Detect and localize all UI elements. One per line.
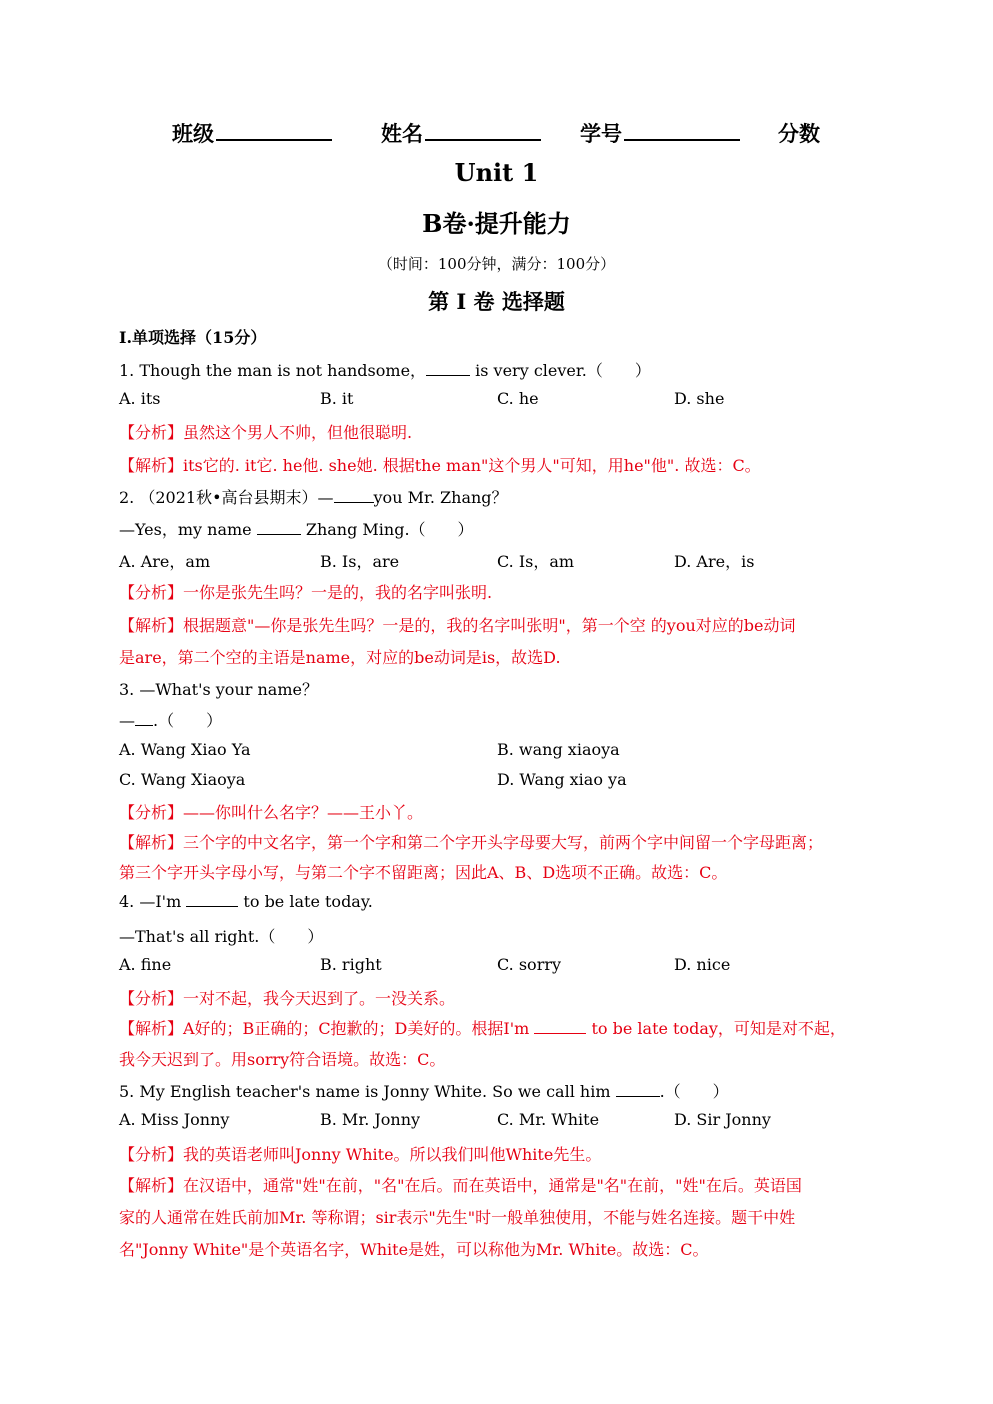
number-blank — [624, 119, 740, 141]
score-field — [778, 118, 820, 148]
option-b: B. wang xiaoya — [497, 740, 620, 759]
question-3-stem2-text-2: .（ ） — [153, 711, 223, 730]
section-title: 第 I 卷 选择题 — [428, 289, 565, 314]
option-d: D. Sir Jonny — [674, 1110, 771, 1129]
question-5-analysis: 【分析】我的英语老师叫Jonny White。所以我们叫他White先生。 — [119, 1145, 602, 1164]
question-4-stem — [119, 892, 373, 911]
option-a: A. Miss Jonny — [119, 1110, 230, 1129]
class-label: 班级 — [172, 121, 214, 146]
answer-blank — [534, 1019, 586, 1034]
number-label: 学号 — [580, 121, 622, 146]
option-d: D. she — [674, 389, 725, 408]
question-5-stem-text: 5. My English teacher's name is Jonny White. So we call him — [119, 1082, 616, 1101]
question-3-explanation-1: 【解析】三个字的中文名字，第一个字和第二个字开头字母要大写，前两个字中间留一个字母距离； — [119, 833, 824, 852]
option-c: C. Mr. White — [497, 1110, 600, 1129]
option-b: B. Is，are — [320, 552, 400, 571]
question-2-stem2-text-2: Zhang Ming.（ ） — [300, 520, 474, 539]
question-1-analysis: 【分析】虽然这个男人不帅，但他很聪明. — [119, 423, 413, 442]
question-2-stem-text-2: you Mr. Zhang？ — [373, 488, 508, 507]
question-2-explanation-2: 是are，第二个空的主语是name，对应的be动词是is，故选D. — [119, 648, 561, 667]
score-label: 分数 — [778, 121, 820, 146]
question-1-explanation: 【解析】its它的. it它. he他. she她. 根据the man"这个男人"可知，用he"他". 故选：C。 — [119, 456, 761, 475]
question-4-explanation-2: 我今天迟到了。用sorry符合语境。故选：C。 — [119, 1050, 446, 1069]
option-d: D. Are，is — [674, 552, 755, 571]
class-blank — [216, 119, 332, 141]
page-title: Unit 1 — [454, 158, 539, 187]
option-b: B. it — [320, 389, 354, 408]
question-1-stem — [119, 358, 651, 381]
option-b: B. right — [320, 955, 382, 974]
question-5-stem — [119, 1079, 729, 1102]
time-info: （时间：100分钟，满分：100分） — [377, 255, 616, 273]
question-2-stem2-text: —Yes，my name — [119, 520, 257, 539]
question-2-analysis: 【分析】一你是张先生吗？一是的，我的名字叫张明. — [119, 583, 493, 602]
question-4-explanation-text-2: to be late today，可知是对不起， — [586, 1019, 846, 1038]
option-c: C. Wang Xiaoya — [119, 770, 246, 789]
answer-blank — [186, 892, 238, 907]
question-1-stem-text-2: is very clever.（ ） — [470, 361, 651, 380]
answer-blank — [426, 361, 470, 376]
question-3-explanation-2: 第三个字开头字母小写，与第二个字不留距离；因此A、B、D选项不正确。故选：C。 — [119, 863, 728, 882]
name-field — [381, 118, 541, 148]
question-3-stem-line-2 — [119, 708, 222, 731]
option-c: C. Is，am — [497, 552, 575, 571]
option-a: A. Are，am — [119, 552, 211, 571]
option-c: C. he — [497, 389, 539, 408]
option-d: D. Wang xiao ya — [497, 770, 627, 789]
answer-blank — [135, 711, 153, 726]
number-field — [580, 118, 740, 148]
answer-blank — [334, 488, 374, 503]
question-3-stem2-text: — — [119, 711, 135, 730]
question-2-stem — [119, 485, 508, 508]
option-c: C. sorry — [497, 955, 562, 974]
option-a: A. its — [119, 389, 161, 408]
page-subtitle: B卷·提升能力 — [422, 209, 571, 238]
answer-blank — [616, 1082, 660, 1097]
question-3-stem: 3. —What's your name？ — [119, 680, 318, 699]
question-1-stem-text: 1. Though the man is not handsome， — [119, 361, 427, 380]
answer-blank — [257, 520, 301, 535]
question-2-stem-line-2 — [119, 517, 474, 540]
question-4-explanation-1 — [119, 1016, 846, 1039]
question-4-explanation-text: 【解析】A好的；B正确的；C抱歉的；D美好的。根据I'm — [119, 1019, 535, 1038]
question-3-analysis: 【分析】——你叫什么名字？——王小丫。 — [119, 803, 424, 822]
option-b: B. Mr. Jonny — [320, 1110, 421, 1129]
question-5-explanation-3: 名"Jonny White"是个英语名字，White是姓，可以称他为Mr. White。故选：C。 — [119, 1240, 709, 1259]
part-title: I.单项选择（15分） — [119, 328, 267, 347]
question-4-analysis: 【分析】一对不起，我今天迟到了。一没关系。 — [119, 989, 456, 1008]
question-4-stem-line-2: —That's all right.（ ） — [119, 927, 324, 946]
option-a: A. fine — [119, 955, 172, 974]
option-a: A. Wang Xiao Ya — [119, 740, 251, 759]
question-4-stem-text-2: to be late today. — [238, 892, 373, 911]
name-blank — [425, 119, 541, 141]
name-label: 姓名 — [381, 121, 423, 146]
option-d: D. nice — [674, 955, 731, 974]
question-5-explanation-1: 【解析】在汉语中，通常"姓"在前，"名"在后。而在英语中，通常是"名"在前，"姓"在后。英语国 — [119, 1176, 802, 1195]
question-5-explanation-2: 家的人通常在姓氏前加Mr. 等称谓；sir表示"先生"时一般单独使用，不能与姓名连接。题干中姓 — [119, 1208, 796, 1227]
question-2-stem-text: 2. （2021秋•高台县期末）— — [119, 488, 334, 507]
class-field — [172, 118, 332, 148]
question-5-stem-text-2: .（ ） — [659, 1082, 729, 1101]
question-2-explanation-1: 【解析】根据题意"—你是张先生吗？一是的，我的名字叫张明"，第一个空 的you对应的be动词 — [119, 616, 796, 635]
question-4-stem-text: 4. —I'm — [119, 892, 187, 911]
